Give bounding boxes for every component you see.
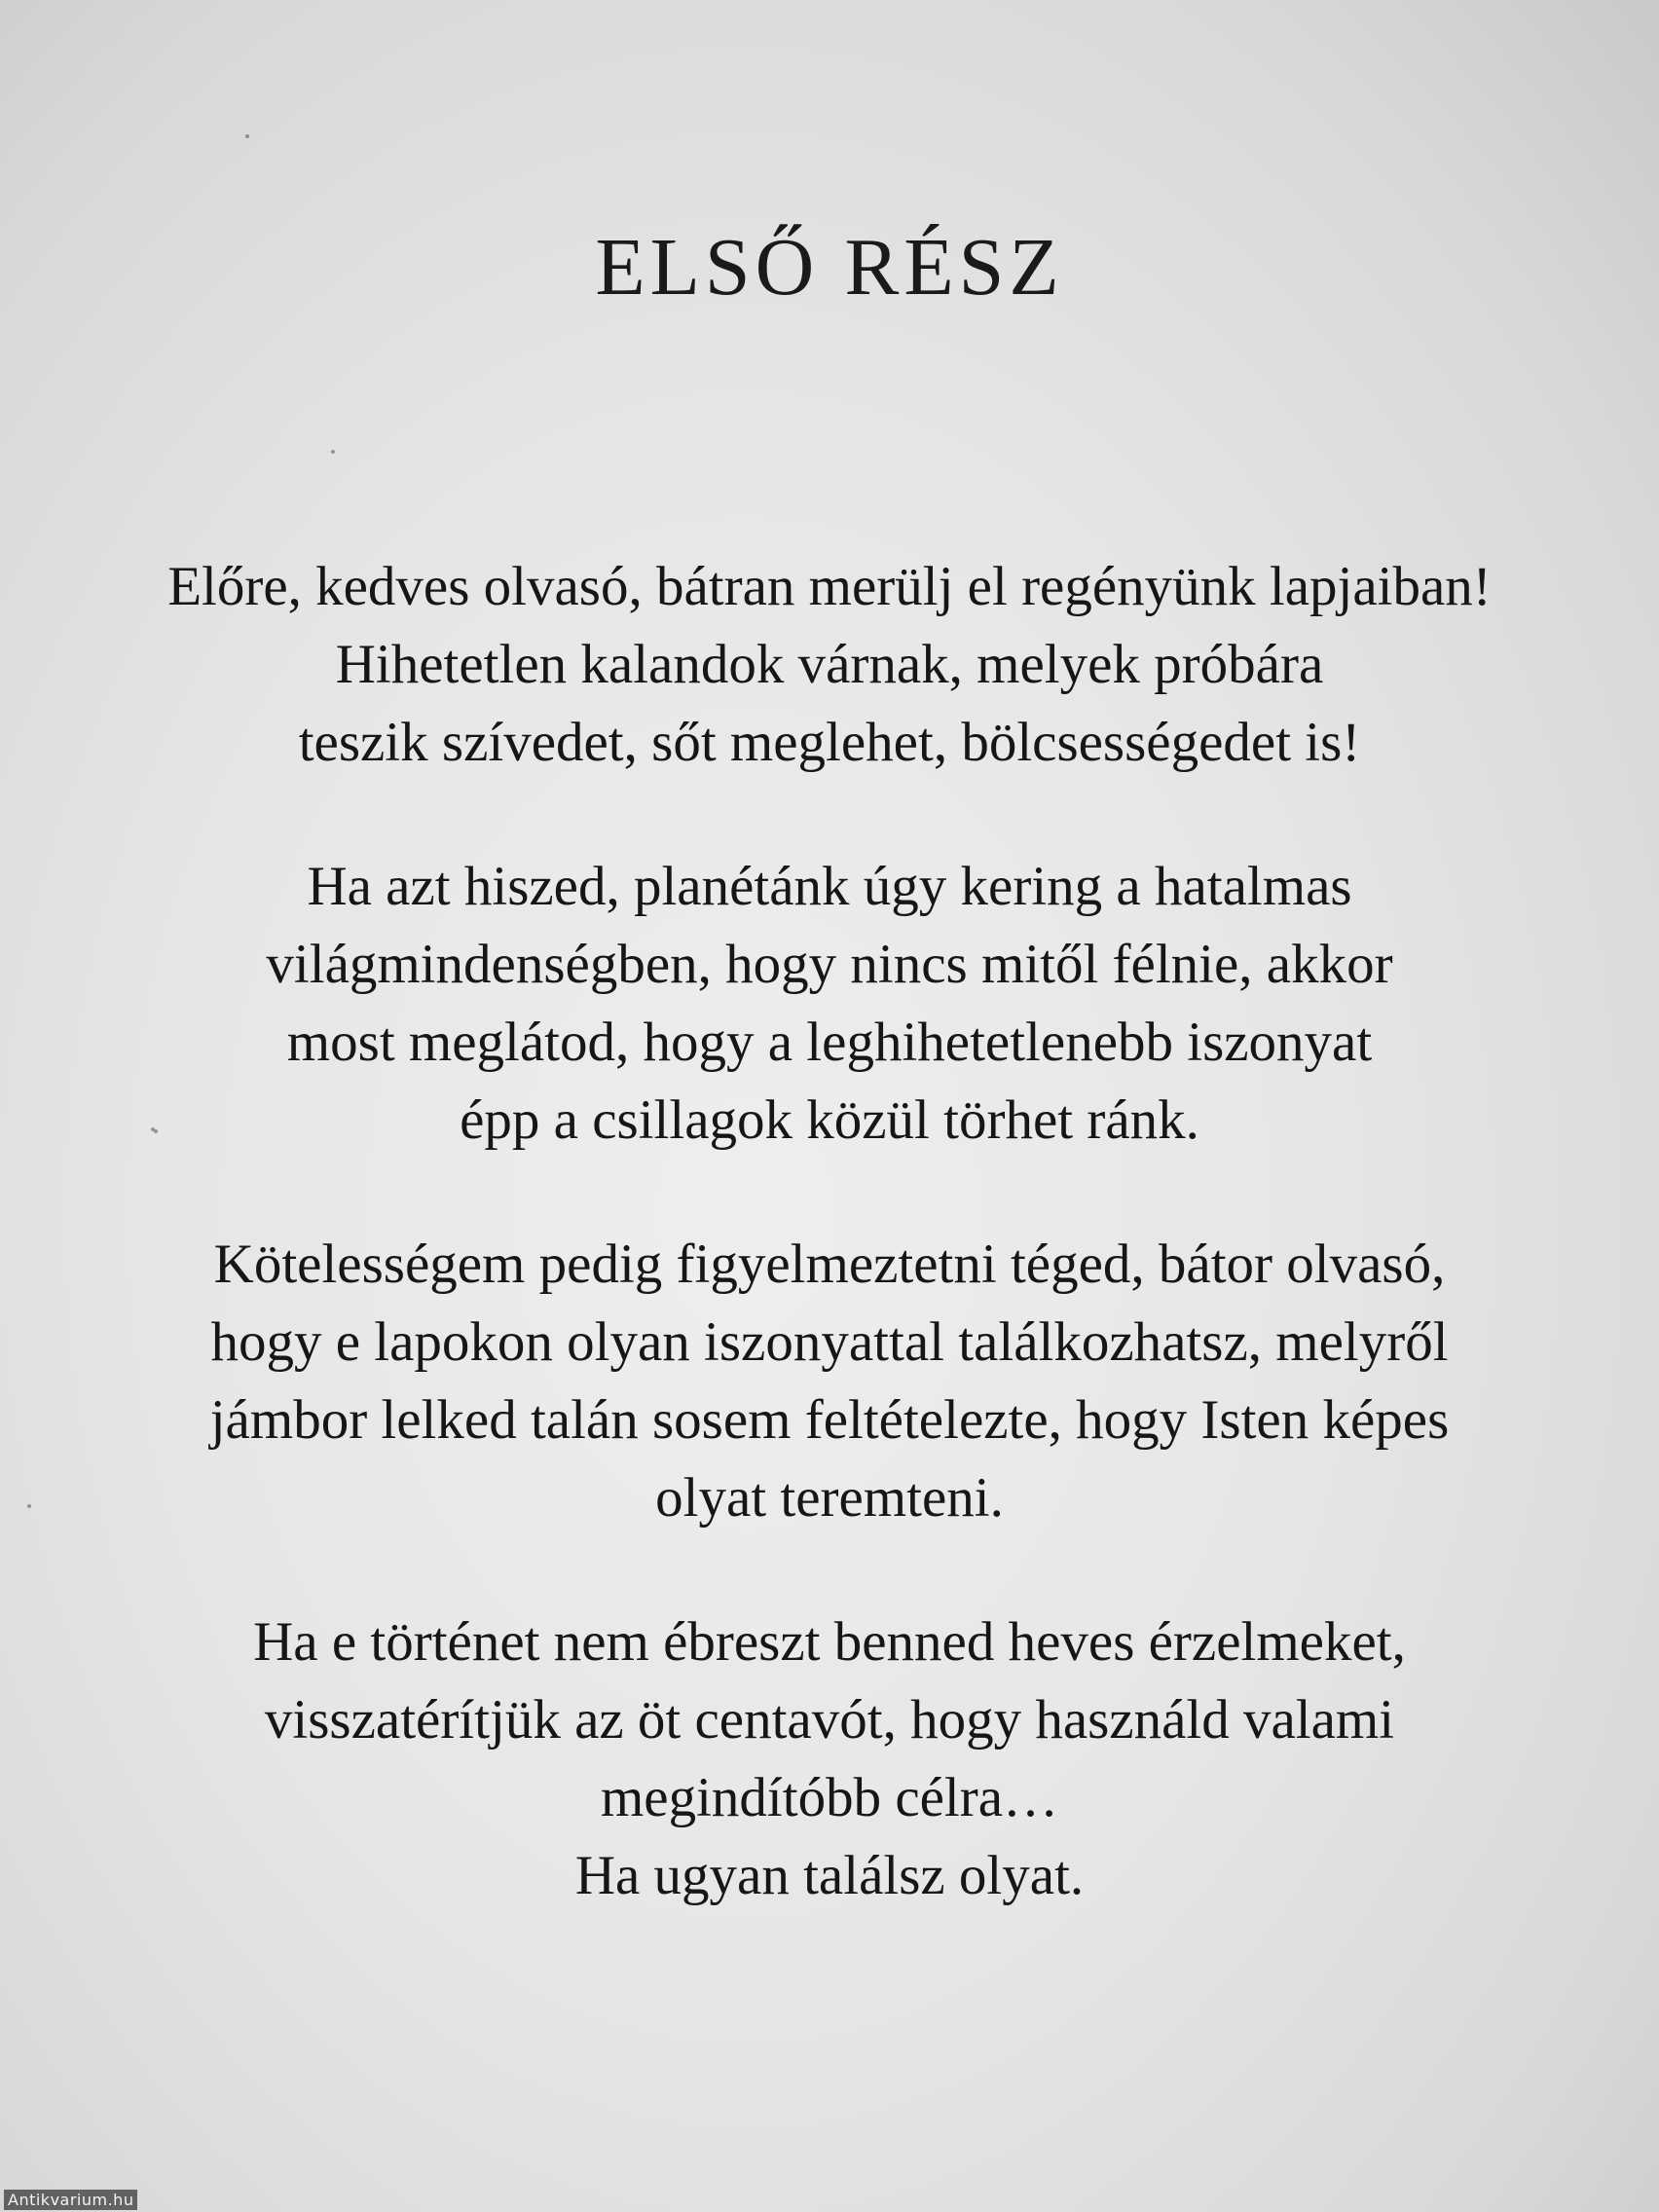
text-line: megindítóbb célra…: [600, 1767, 1059, 1828]
text-line: visszatérítjük az öt centavót, hogy használd valami: [264, 1689, 1395, 1751]
paper-speck: [331, 450, 335, 454]
text-line: jámbor lelked talán sosem feltételezte, hogy Isten képes: [209, 1389, 1450, 1451]
text-line: világmindenségben, hogy nincs mitől félnie, akkor: [266, 934, 1393, 995]
watermark: Antikvarium.hu: [4, 2190, 137, 2210]
text-line: most meglátod, hogy a leghihetetlenebb iszonyat: [286, 1012, 1373, 1073]
paragraph: [19, 848, 1640, 1160]
paragraph: [19, 1604, 1640, 1915]
text-line: Ha ugyan találsz olyat.: [574, 1845, 1085, 1906]
text-line: hogy e lapokon olyan iszonyattal találkozhatsz, melyről: [210, 1311, 1449, 1373]
text-line: épp a csillagok közül törhet ránk.: [460, 1089, 1199, 1151]
text-line: Ha azt hiszed, planétánk úgy kering a hatalmas: [307, 856, 1352, 917]
text-line: teszik szívedet, sőt meglehet, bölcsességedet is!: [298, 712, 1361, 773]
page-title: ELSŐ RÉSZ: [595, 222, 1064, 313]
paragraph: [19, 1226, 1640, 1537]
text-line: olyat teremteni.: [655, 1467, 1004, 1529]
page-body: [19, 548, 1640, 1981]
text-line: Hihetetlen kalandok várnak, melyek próbára: [335, 634, 1324, 695]
text-line: Kötelességem pedig figyelmeztetni téged, bátor olvasó,: [213, 1234, 1446, 1295]
paragraph: [19, 548, 1640, 782]
text-line: Ha e történet nem ébreszt benned heves érzelmeket,: [253, 1611, 1406, 1673]
paper-speck: [245, 134, 249, 138]
text-line: Előre, kedves olvasó, bátran merülj el regényünk lapjaiban!: [167, 556, 1492, 617]
